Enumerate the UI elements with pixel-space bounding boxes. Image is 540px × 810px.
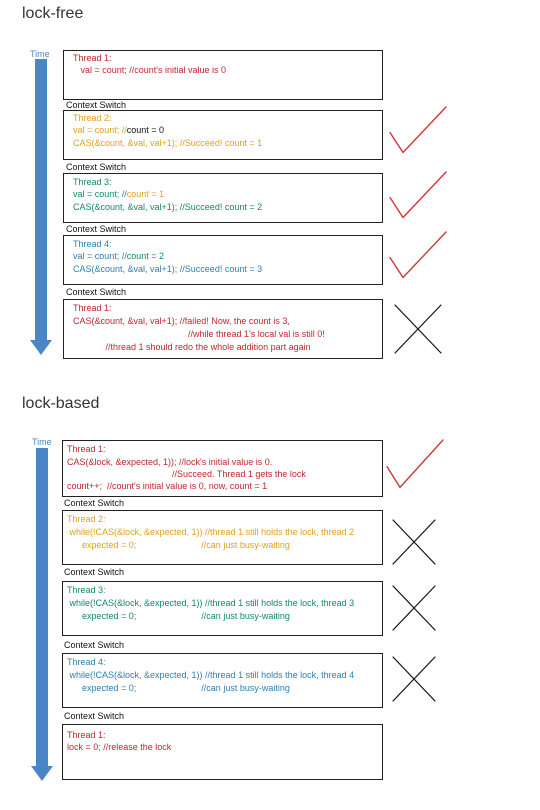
check-stroke (390, 107, 446, 153)
check-stroke (390, 232, 446, 278)
lock-free-time-arrow (30, 59, 52, 356)
context-switch-label: Context Switch (64, 711, 125, 721)
text-segment: count++; //count's initial value is 0, now, count = 1 (67, 481, 268, 491)
lock-based-time-label: Time (32, 437, 52, 447)
box-line (73, 53, 112, 64)
check-mark-icon (388, 230, 448, 280)
text-segment: Thread 4: (73, 239, 112, 249)
box-line (67, 683, 290, 694)
lock-free-title: lock-free (22, 5, 84, 22)
text-segment: count = 1 (126, 189, 165, 199)
box-line (73, 113, 112, 124)
context-switch-label: Context Switch (64, 640, 125, 650)
check-stroke (387, 440, 443, 487)
box-line (67, 514, 106, 525)
lock-based-box-3 (62, 581, 383, 636)
box-line (67, 611, 290, 622)
box-line (67, 670, 354, 681)
lock-free-box-4 (63, 235, 383, 285)
box-line (73, 316, 290, 327)
check-mark-icon (385, 438, 445, 490)
box-line (67, 527, 354, 538)
lock-based-time-arrow (31, 448, 53, 782)
text-segment: //while thread 1's local val is still 0! (73, 329, 325, 339)
text-segment: Thread 2: (67, 514, 106, 524)
check-mark-icon (388, 170, 448, 220)
box-line (73, 177, 112, 188)
text-segment: Thread 1: (67, 730, 106, 740)
lock-free-box-1 (63, 50, 383, 100)
box-line (67, 585, 106, 596)
context-switch-label: Context Switch (64, 498, 125, 508)
text-segment: val = count; // (73, 125, 127, 135)
text-segment: Thread 3: (67, 585, 106, 595)
box-line (67, 469, 306, 480)
lock-free-box-5 (63, 299, 383, 359)
text-segment: expected = 0; //can just busy-waiting (67, 683, 290, 693)
lock-free-time-label: Time (30, 49, 50, 59)
box-line (67, 457, 272, 468)
cross-stroke (395, 305, 441, 353)
box-line (73, 303, 112, 314)
text-segment: val = count; //count's initial value is 0 (73, 65, 227, 75)
box-line (67, 444, 106, 455)
text-segment: while(!CAS(&lock, &expected, 1)) //thread 1 still holds the lock, thread 3 (67, 598, 355, 608)
box-line (73, 138, 262, 149)
cross-stroke (393, 586, 435, 630)
text-segment: CAS(&count, &val, val+1); //failed! Now, the count is 3, (73, 316, 290, 326)
box-line (73, 251, 164, 262)
text-segment: expected = 0; //can just busy-waiting (67, 611, 290, 621)
text-segment: lock = 0; //release the lock (67, 742, 172, 752)
box-line (73, 239, 112, 250)
box-line (73, 329, 325, 340)
text-segment: Thread 1: (73, 53, 112, 63)
context-switch-label: Context Switch (66, 162, 127, 172)
text-segment: //Succeed. Thread 1 gets the lock (67, 469, 306, 479)
context-switch-label: Context Switch (64, 567, 125, 577)
box-line (67, 540, 290, 551)
box-line (67, 657, 106, 668)
cross-mark-icon (391, 655, 437, 703)
lock-based-box-1 (62, 440, 383, 497)
cross-stroke (393, 520, 435, 564)
text-segment: CAS(&count, &val, val+1); //Succeed! count = 2 (73, 202, 263, 212)
check-stroke (390, 172, 446, 218)
box-line (73, 342, 311, 353)
lock-based-box-2 (62, 510, 383, 565)
box-line (67, 598, 354, 609)
box-line (67, 742, 171, 753)
text-segment: while(!CAS(&lock, &expected, 1)) //thread 1 still holds the lock, thread 4 (67, 670, 355, 680)
lock-free-box-3 (63, 173, 383, 223)
box-line (67, 481, 267, 492)
text-segment: Thread 1: (73, 303, 112, 313)
box-line (73, 189, 164, 200)
box-line (67, 730, 106, 741)
text-segment: CAS(&count, &val, val+1); //Succeed! count = 1 (73, 138, 263, 148)
text-segment: CAS(&lock, &expected, 1)); //lock's initial value is 0. (67, 457, 273, 467)
text-segment: //thread 1 should redo the whole addition part again (73, 342, 311, 352)
cross-mark-icon (393, 303, 443, 355)
lock-based-box-4 (62, 653, 383, 708)
box-line (73, 264, 262, 275)
check-mark-icon (388, 105, 448, 155)
text-segment: val = count; // (73, 189, 127, 199)
text-segment: val = count; // (73, 251, 127, 261)
text-segment: while(!CAS(&lock, &expected, 1)) //thread 1 still holds the lock, thread 2 (67, 527, 355, 537)
lock-based-title: lock-based (22, 395, 100, 412)
text-segment: count = 2 (126, 251, 165, 261)
box-line (73, 125, 164, 136)
cross-mark-icon (391, 518, 437, 566)
context-switch-label: Context Switch (66, 100, 127, 110)
cross-mark-icon (391, 584, 437, 632)
text-segment: CAS(&count, &val, val+1); //Succeed! count = 3 (73, 264, 263, 274)
context-switch-label: Context Switch (66, 224, 127, 234)
text-segment: Thread 4: (67, 657, 106, 667)
box-line (73, 65, 226, 76)
lock-free-box-2 (63, 110, 383, 160)
lock-based-box-5 (62, 724, 383, 780)
text-segment: Thread 1: (67, 444, 106, 454)
context-switch-label: Context Switch (66, 287, 127, 297)
box-line (73, 202, 262, 213)
text-segment: Thread 2: (73, 113, 112, 123)
cross-stroke (393, 657, 435, 701)
text-segment: Thread 3: (73, 177, 112, 187)
text-segment: count = 0 (126, 125, 165, 135)
text-segment: expected = 0; //can just busy-waiting (67, 540, 290, 550)
